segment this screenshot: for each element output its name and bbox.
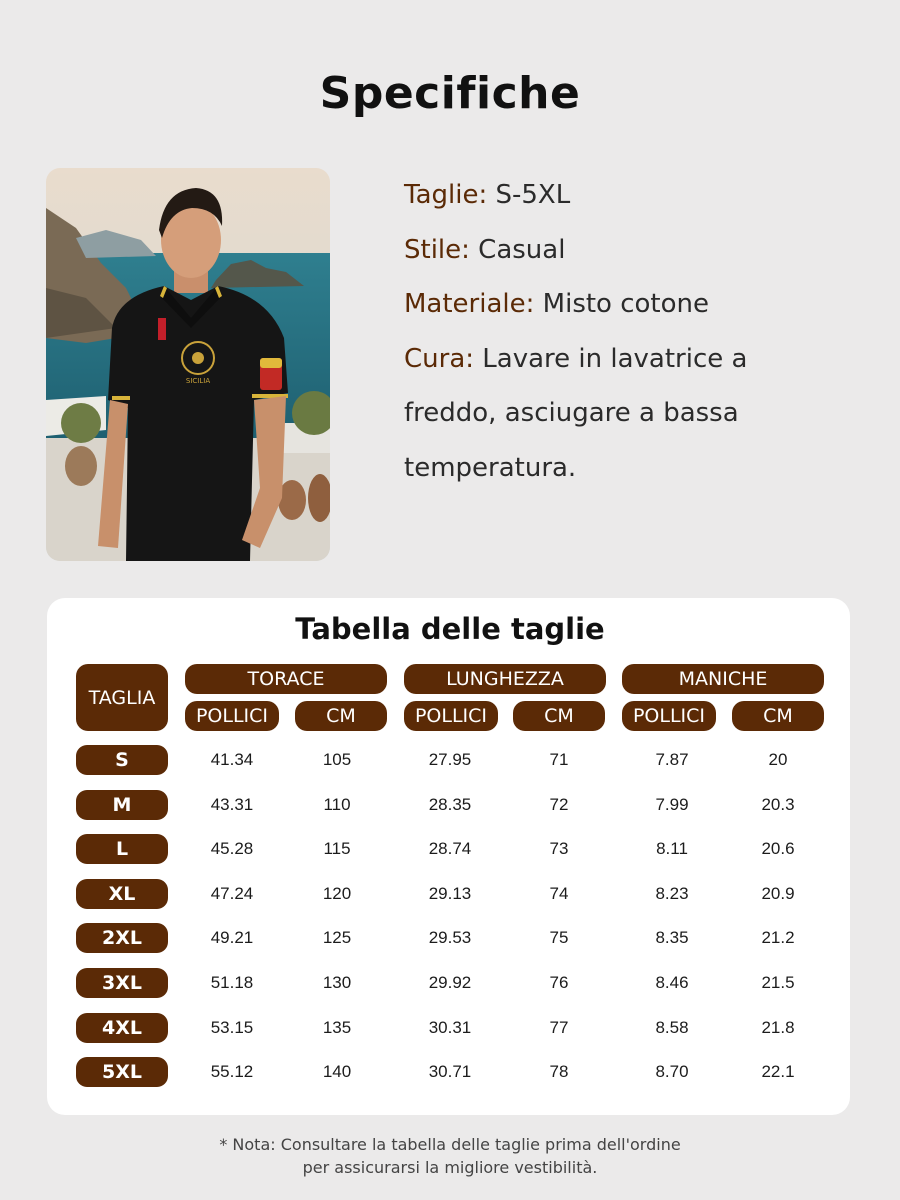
emblem-text: SICILIA (185, 377, 211, 385)
table-cell: 53.15 (210, 1018, 254, 1037)
table-cell: 29.53 (428, 928, 472, 947)
table-cell: 41.34 (210, 750, 254, 769)
spec-style (404, 223, 804, 278)
table-cell: 8.58 (655, 1018, 689, 1037)
table-cell: 105 (322, 750, 352, 769)
table-cell: 21.2 (761, 928, 795, 947)
specs-list (404, 168, 804, 495)
page-title: Specifiche (319, 68, 581, 119)
spec-label: Taglie: (404, 180, 488, 210)
unit-header-cm: CM (513, 701, 605, 731)
table-cell: 8.23 (655, 884, 689, 903)
unit-header-cm: CM (295, 701, 387, 731)
table-cell: 30.71 (428, 1062, 472, 1081)
group-header-chest: TORACE (185, 664, 387, 694)
table-cell: 73 (549, 839, 569, 858)
table-cell: 21.8 (761, 1018, 795, 1037)
unit-header-inches: POLLICI (404, 701, 498, 731)
table-cell: 22.1 (761, 1062, 795, 1081)
table-cell: 28.74 (428, 839, 472, 858)
size-label-2xl: 2XL (76, 923, 168, 953)
table-cell: 7.87 (655, 750, 689, 769)
table-cell: 130 (322, 973, 352, 992)
table-cell: 74 (549, 884, 569, 903)
table-cell: 20 (768, 750, 788, 769)
spec-value: Casual (478, 234, 566, 265)
size-label-4xl: 4XL (76, 1013, 168, 1043)
unit-header-cm: CM (732, 701, 824, 731)
table-cell: 120 (322, 884, 352, 903)
table-cell: 7.99 (655, 795, 689, 814)
size-column-header: TAGLIA (76, 664, 168, 731)
table-cell: 28.35 (428, 795, 472, 814)
table-cell: 135 (322, 1018, 352, 1037)
product-photo (46, 168, 330, 561)
size-label-l: L (76, 834, 168, 864)
table-cell: 8.11 (656, 839, 688, 858)
table-cell: 8.35 (655, 928, 689, 947)
table-cell: 30.31 (428, 1018, 472, 1037)
table-cell: 55.12 (210, 1062, 254, 1081)
table-cell: 76 (549, 973, 569, 992)
table-cell: 20.6 (761, 839, 795, 858)
table-cell: 45.28 (210, 839, 254, 858)
unit-header-inches: POLLICI (622, 701, 716, 731)
size-label-5xl: 5XL (76, 1057, 168, 1087)
table-cell: 78 (549, 1062, 569, 1081)
table-cell: 27.95 (428, 750, 472, 769)
table-cell: 125 (322, 928, 352, 947)
unit-header-inches: POLLICI (185, 701, 279, 731)
spec-value: Misto cotone (542, 289, 710, 319)
spec-value: Lavare in lavatrice a freddo, asciugare a bassa temperatura. (404, 343, 748, 483)
group-header-length: LUNGHEZZA (404, 664, 606, 694)
size-label-s: S (76, 745, 168, 775)
table-cell: 140 (322, 1062, 352, 1081)
size-label-3xl: 3XL (76, 968, 168, 998)
table-cell: 29.92 (428, 973, 472, 992)
table-cell: 8.70 (655, 1062, 689, 1081)
size-table-title: Tabella delle taglie (295, 612, 605, 646)
footnote-line: per assicurarsi la migliore vestibilità. (302, 1158, 598, 1177)
table-cell: 49.21 (210, 928, 254, 947)
spec-label: Stile: (404, 234, 470, 265)
table-cell: 75 (549, 928, 569, 947)
table-cell: 51.18 (210, 973, 254, 992)
table-cell: 20.9 (761, 884, 795, 903)
table-cell: 47.24 (210, 884, 254, 903)
size-label-xl: XL (76, 879, 168, 909)
spec-label: Materiale: (404, 289, 535, 319)
table-cell: 71 (549, 750, 569, 769)
spec-value: S-5XL (495, 180, 571, 210)
spec-material (404, 277, 804, 332)
group-header-sleeves: MANICHE (622, 664, 824, 694)
footnote (0, 1133, 900, 1179)
table-cell: 43.31 (210, 795, 254, 814)
table-cell: 8.46 (655, 973, 689, 992)
spec-label: Cura: (404, 343, 475, 374)
table-cell: 29.13 (428, 884, 472, 903)
footnote-line: * Nota: Consultare la tabella delle taglie prima dell'ordine (219, 1135, 681, 1154)
table-cell: 110 (323, 795, 351, 814)
table-cell: 77 (549, 1018, 569, 1037)
size-label-m: M (76, 790, 168, 820)
table-cell: 115 (323, 839, 351, 858)
table-cell: 21.5 (761, 973, 795, 992)
table-cell: 72 (549, 795, 569, 814)
spec-care (404, 332, 804, 496)
spec-sizes (404, 168, 804, 223)
table-cell: 20.3 (761, 795, 795, 814)
